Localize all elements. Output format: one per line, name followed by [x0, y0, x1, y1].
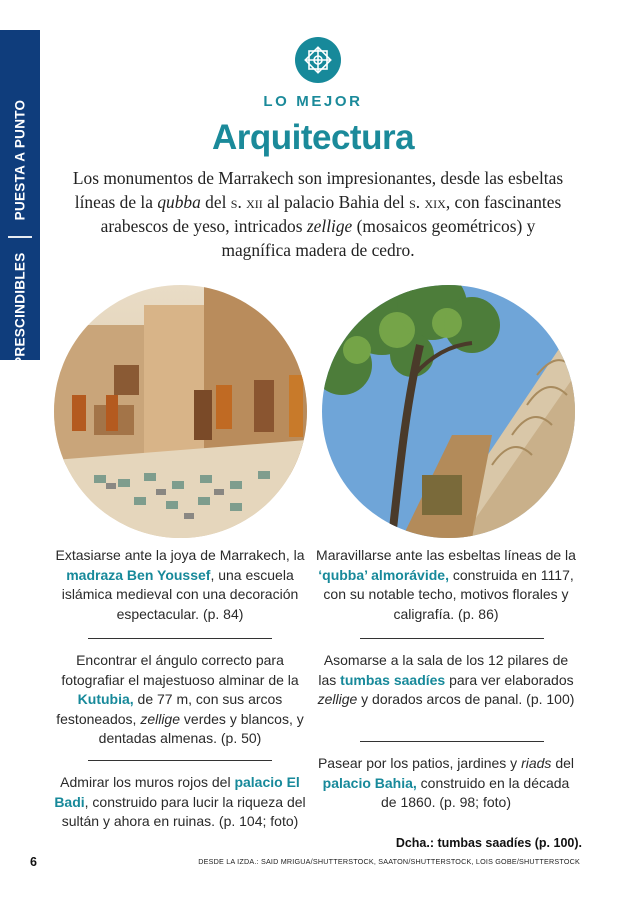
list-item: Admirar los muros rojos del palacio El Badi, construido para lucir la riqueza del sultán y ahora en ruinas. (p. 104; foto) [54, 774, 306, 830]
photo-credits: DESDE LA IZDA.: SAID MRIGUA/SHUTTERSTOCK, SAATON/SHUTTERSTOCK, LOIS GOBE/SHUTTERSTOCK [198, 857, 580, 866]
photo-saadian-tombs [54, 285, 307, 538]
intro-paragraph: Los monumentos de Marrakech son impresionantes, desde las esbeltas líneas de la qubba del s. xii al palacio Bahia del s. xix, con fascinantes arabescos de yeso, intricados zellige (mosaicos geométricos) y magnífica madera de cedro. [72, 168, 564, 260]
photo-caption: Dcha.: tumbas saadíes (p. 100). [395, 836, 582, 850]
section-sidebar [0, 30, 40, 382]
divider-rule [88, 760, 272, 761]
sidebar-subsection-label: IMPRESCINDIBLES [12, 252, 28, 382]
list-item: Maravillarse ante las esbeltas líneas de la ‘qubba’ almorávide, construida en 1117, con su notable techo, motivos florales y caligrafía. (p. 86) [316, 547, 576, 622]
list-item: Extasiarse ante la joya de Marrakech, la madraza Ben Youssef, una escuela islámica medieval con una decoración espectacular. (p. 84) [55, 547, 305, 622]
photo-bahia-palace [322, 285, 575, 538]
divider-rule [360, 638, 544, 639]
list-item: Encontrar el ángulo correcto para fotografiar el majestuoso alminar de la Kutubia, de 77 m, con sus arcos festoneados, zellige verdes y blancos, y dentadas almenas. (p. 50) [56, 652, 304, 747]
list-item: Pasear por los patios, jardines y riads del palacio Bahia, construido en la década de 1860. (p. 98; foto) [317, 755, 575, 811]
moroccan-star-icon [295, 37, 341, 83]
divider-rule [360, 741, 544, 742]
divider-rule [88, 638, 272, 639]
page-number: 6 [30, 855, 37, 869]
sidebar-divider [8, 236, 32, 238]
section-kicker: LO MEJOR [263, 93, 363, 110]
list-item: Asomarse a la sala de los 12 pilares de las tumbas saadíes para ver elaborados zellige y dorados arcos de panal. (p. 100) [317, 652, 575, 708]
page-title: Arquitectura [211, 118, 415, 157]
sidebar-section-label: PUESTA A PUNTO [12, 99, 28, 221]
